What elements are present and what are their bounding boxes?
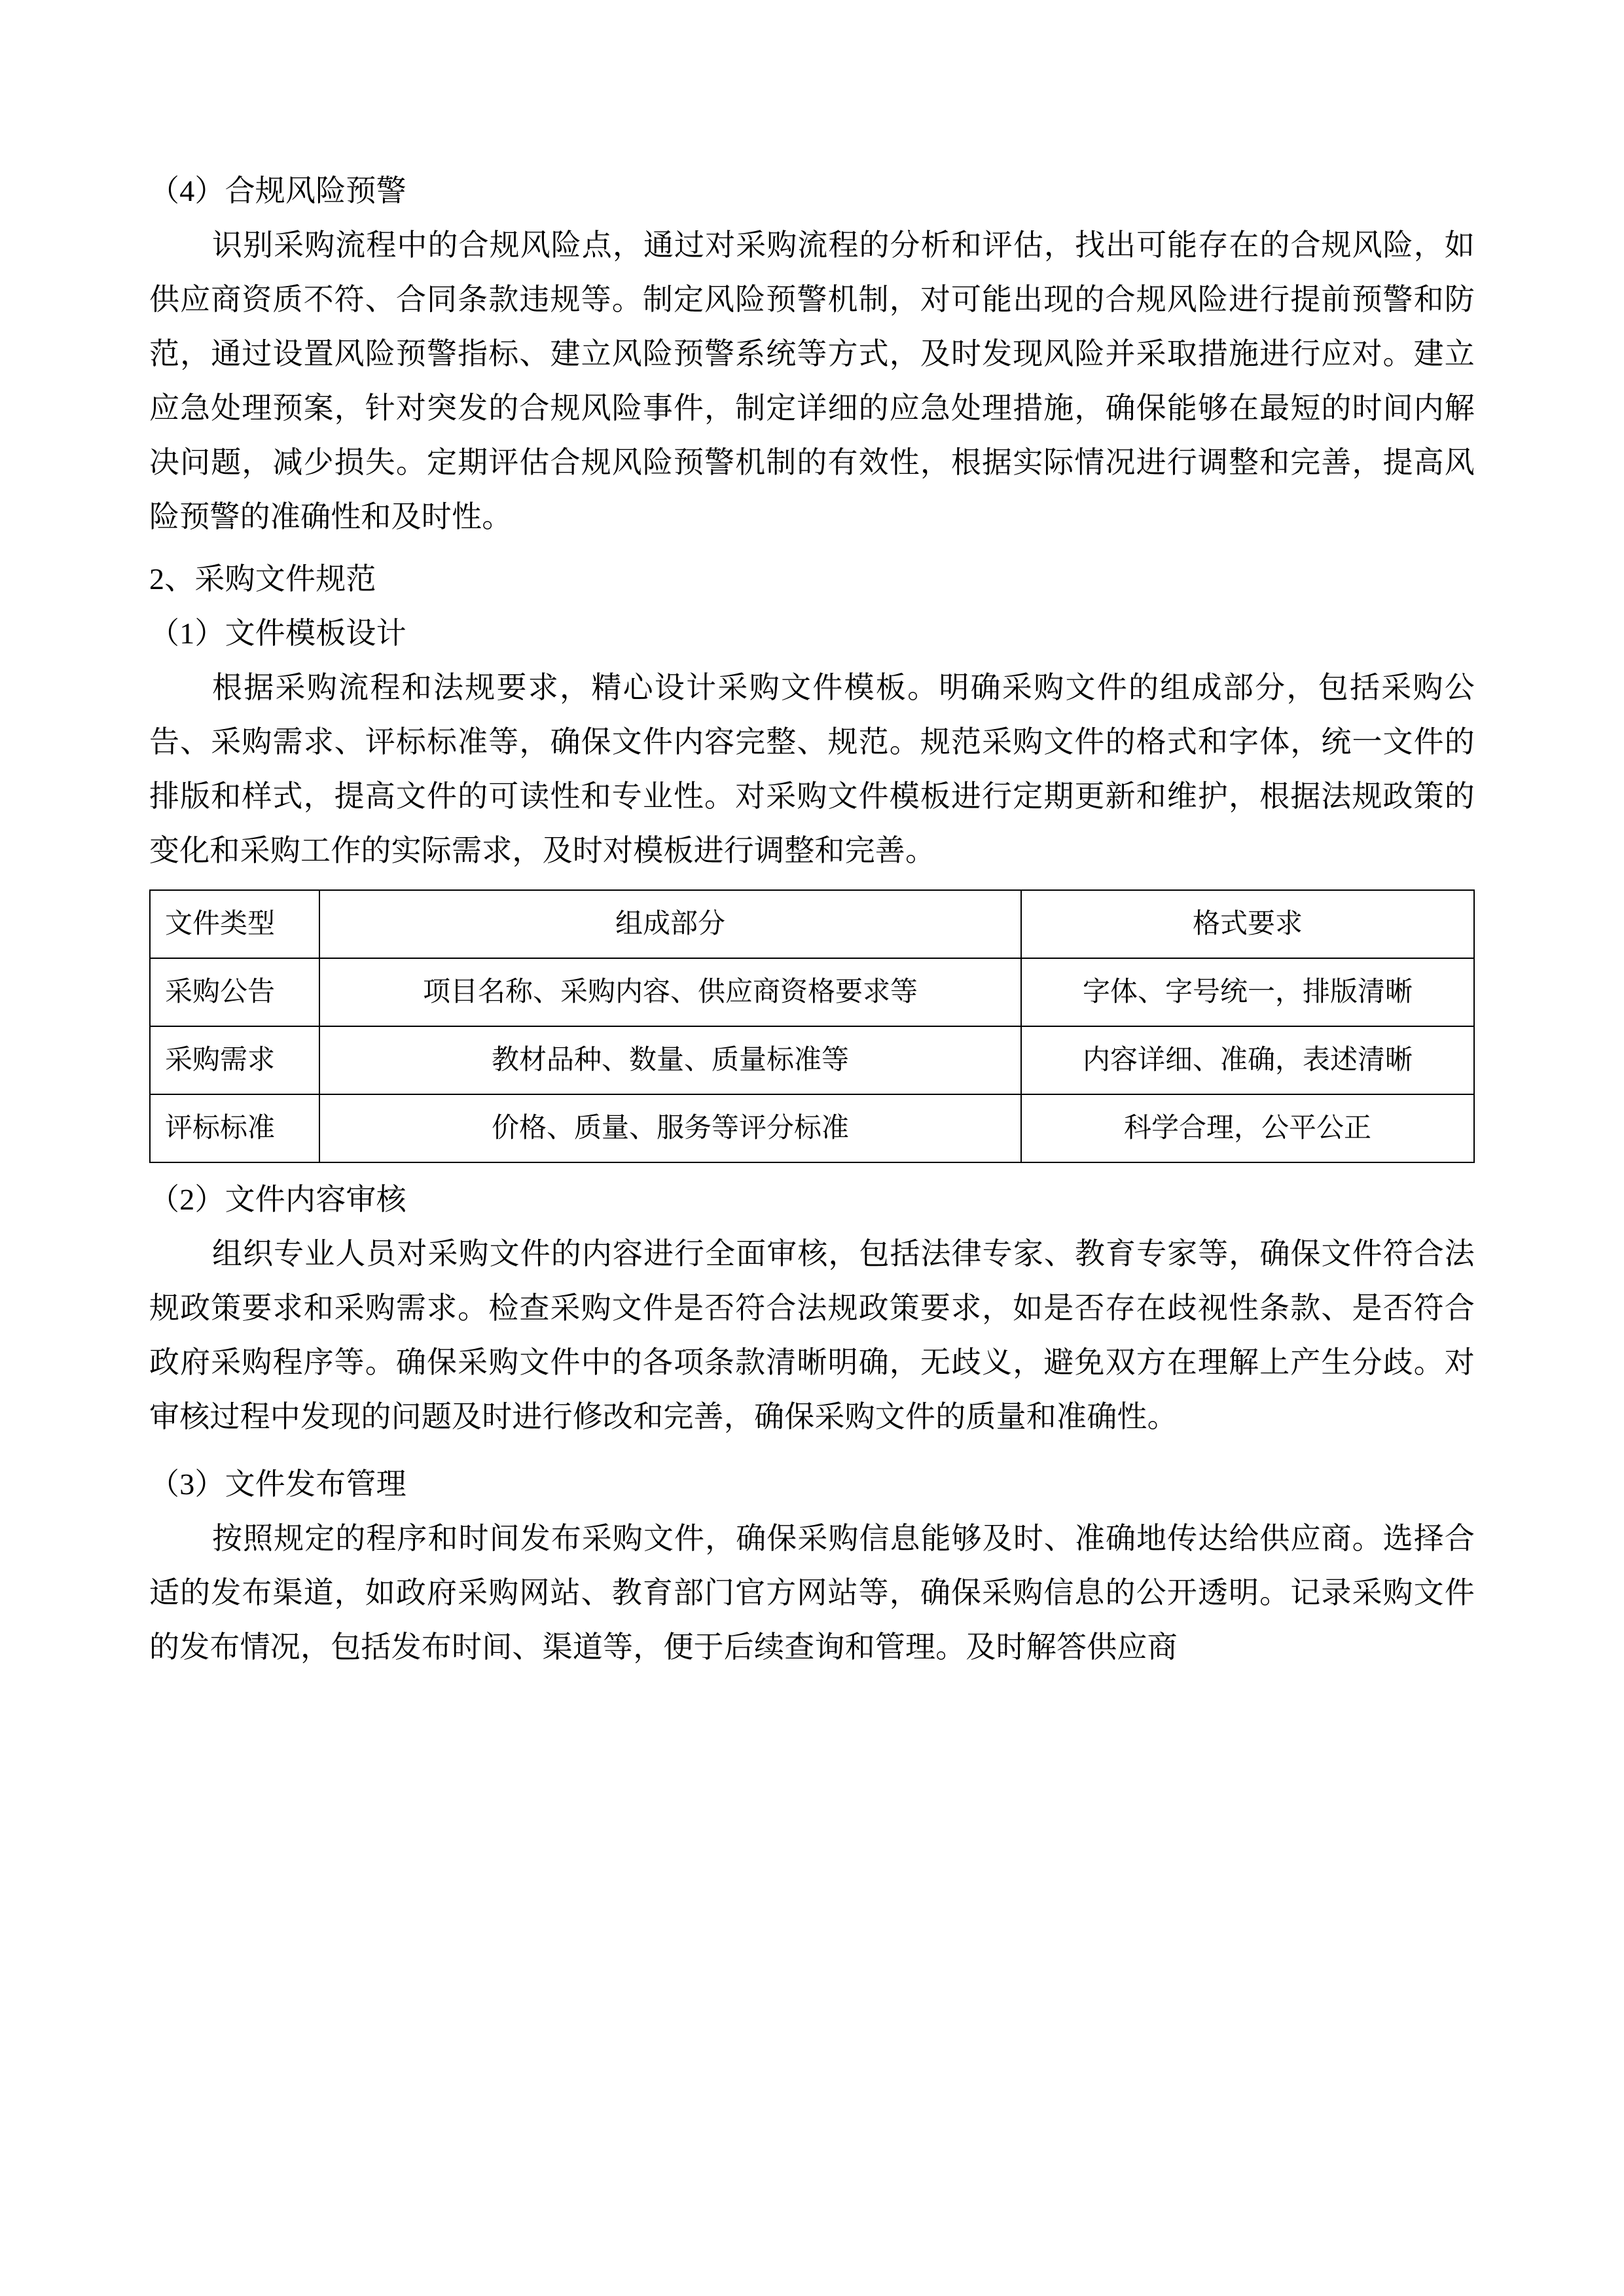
table-cell-file-type: 采购公告 <box>150 958 319 1026</box>
table-cell-components: 价格、质量、服务等评分标准 <box>319 1094 1021 1162</box>
table-cell-file-type: 采购需求 <box>150 1026 319 1094</box>
table-cell-components: 项目名称、采购内容、供应商资格要求等 <box>319 958 1021 1026</box>
paragraph-publication-management: 按照规定的程序和时间发布采购文件，确保采购信息能够及时、准确地传达给供应商。选择合适的发布渠道，如政府采购网站、教育部门官方网站等，确保采购信息的公开透明。记录采购文件的发布情况，包括发布时间、渠道等，便于后续查询和管理。及时解答供应商 <box>149 1522 1475 1664</box>
table-row <box>150 1026 1474 1094</box>
document-body <box>149 164 1475 1674</box>
table-row <box>150 1094 1474 1162</box>
table-header-format-requirements: 格式要求 <box>1021 890 1474 958</box>
spacer <box>149 544 1475 552</box>
table-row <box>150 958 1474 1026</box>
paragraph-template-design: 根据采购流程和法规要求，精心设计采购文件模板。明确采购文件的组成部分，包括采购公告、采购需求、评标标准等，确保文件内容完整、规范。规范采购文件的格式和字体，统一文件的排版和样式，提高文件的可读性和专业性。对采购文件模板进行定期更新和维护，根据法规政策的变化和采购工作的实际需求，及时对模板进行调整和完善。 <box>149 671 1475 867</box>
table-header-components: 组成部分 <box>319 890 1021 958</box>
paragraph-compliance-risk-alert: 识别采购流程中的合规风险点，通过对采购流程的分析和评估，找出可能存在的合规风险，如供应商资质不符、合同条款违规等。制定风险预警机制，对可能出现的合规风险进行提前预警和防范，通过设置风险预警指标、建立风险预警系统等方式，及时发现风险并采取措施进行应对。建立应急处理预案，针对突发的合规风险事件，制定详细的应急处理措施，确保能够在最短的时间内解决问题，减少损失。定期评估合规风险预警机制的有效性，根据实际情况进行调整和完善，提高风险预警的准确性和及时性。 <box>149 228 1475 533</box>
section-heading-publication-management: （3）文件发布管理 <box>149 1467 406 1501</box>
section-heading-content-review: （2）文件内容审核 <box>149 1183 406 1216</box>
table-cell-format: 字体、字号统一，排版清晰 <box>1021 958 1474 1026</box>
section-heading-procurement-doc-standards: 2、采购文件规范 <box>149 562 376 596</box>
spacer <box>149 1444 1475 1457</box>
paragraph-content-review: 组织专业人员对采购文件的内容进行全面审核，包括法律专家、教育专家等，确保文件符合法规政策要求和采购需求。检查采购文件是否符合法规政策要求，如是否存在歧视性条款、是否符合政府采购程序等。确保采购文件中的各项条款清晰明确，无歧义，避免双方在理解上产生分歧。对审核过程中发现的问题及时进行修改和完善，确保采购文件的质量和准确性。 <box>149 1237 1475 1433</box>
document-type-table <box>149 889 1475 1163</box>
table-cell-file-type: 评标标准 <box>150 1094 319 1162</box>
table-header-row <box>150 890 1474 958</box>
section-heading-template-design: （1）文件模板设计 <box>149 617 406 650</box>
table-header-file-type: 文件类型 <box>150 890 319 958</box>
table-cell-format: 科学合理，公平公正 <box>1021 1094 1474 1162</box>
section-heading-compliance-risk-alert: （4）合规风险预警 <box>149 174 406 207</box>
table-cell-format: 内容详细、准确，表述清晰 <box>1021 1026 1474 1094</box>
table-cell-components: 教材品种、数量、质量标准等 <box>319 1026 1021 1094</box>
